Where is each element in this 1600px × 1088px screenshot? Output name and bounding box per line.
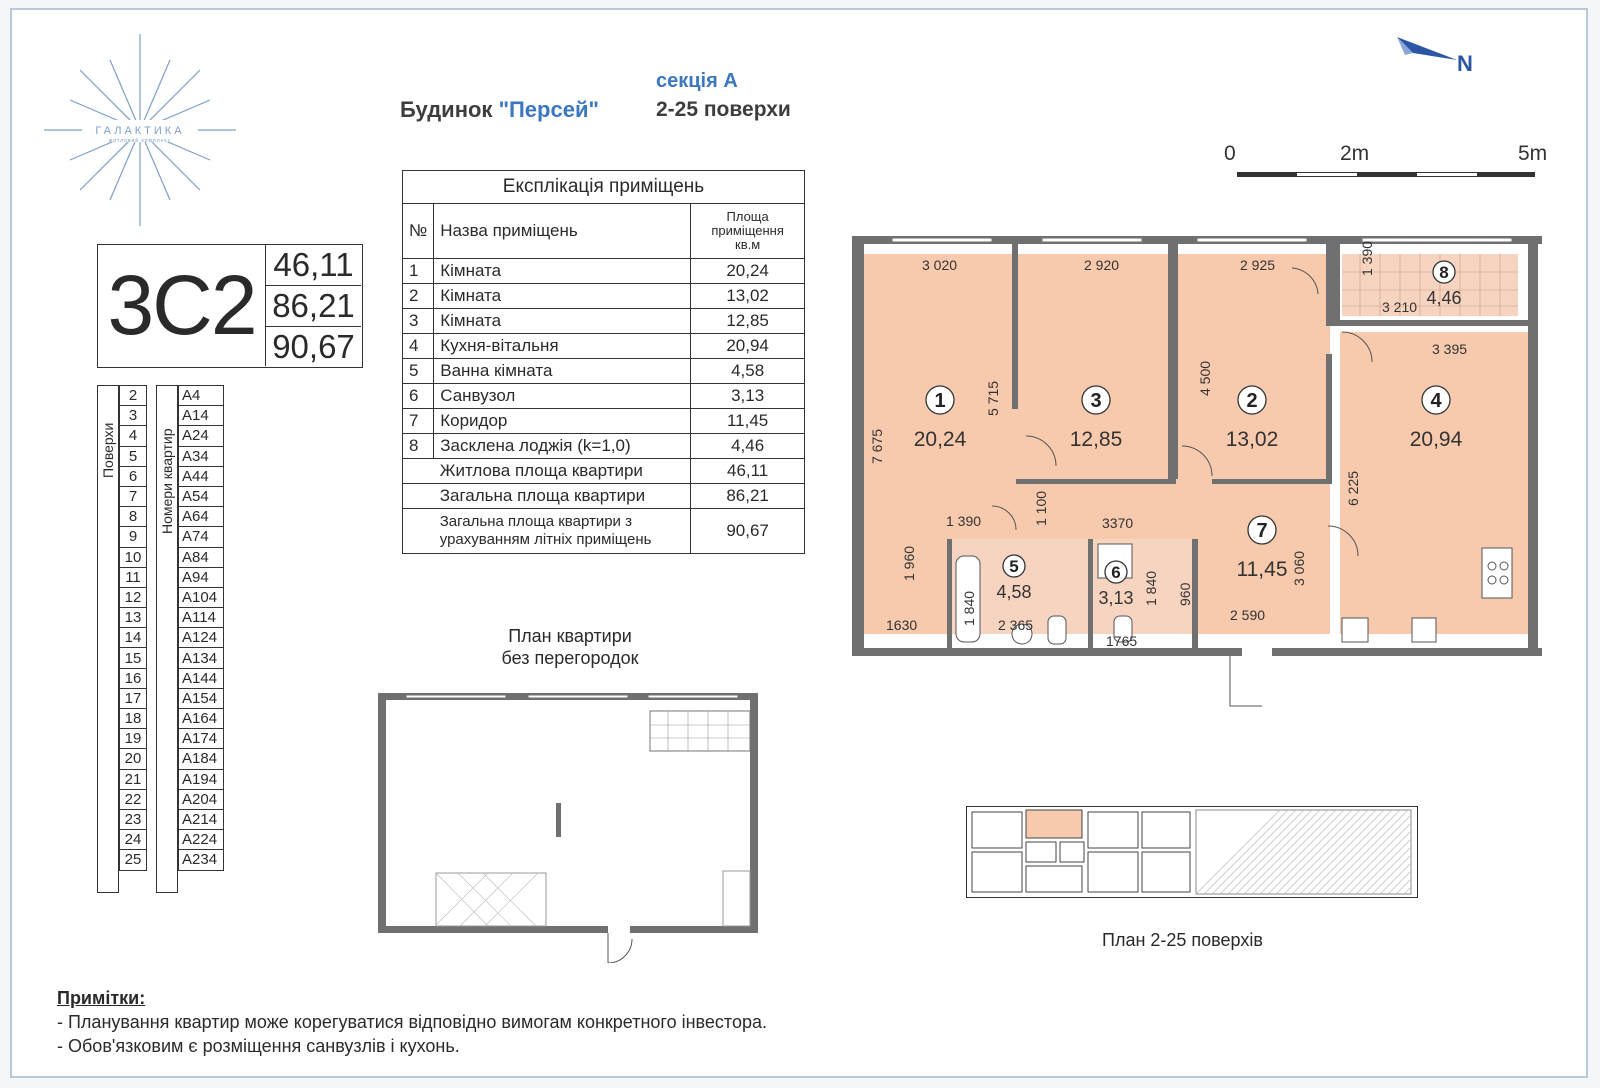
dimension-label: 1 390 [1359, 240, 1375, 276]
floor-number: 15 [120, 648, 147, 668]
logo-name: ГАЛАКТИКА [95, 125, 185, 137]
apartment-number: A154 [179, 688, 224, 708]
house-label: Будинок [400, 97, 493, 122]
floor-number: 11 [120, 567, 147, 587]
apartment-number: A14 [179, 406, 224, 426]
windows [892, 238, 1512, 242]
living-area-label: Житлова площа квартири [434, 459, 691, 484]
room-3-area: 12,85 [1069, 428, 1123, 451]
room-name: Кімната [434, 309, 691, 334]
floor-number: 10 [120, 547, 147, 567]
compass-north-icon [1395, 25, 1475, 85]
bath-area-fill [952, 539, 1198, 634]
summary-spacer [403, 459, 434, 484]
room-4-area: 20,94 [1409, 428, 1463, 451]
dimension-label: 1 100 [1033, 490, 1049, 526]
floor-number: 24 [120, 830, 147, 850]
explication-row [403, 434, 805, 459]
living-area-value: 46,11 [691, 459, 805, 484]
floors-label: 2-25 поверхи [656, 98, 791, 121]
typical-floor-plan-caption: План 2-25 поверхів [1102, 930, 1263, 950]
apartment-number: A24 [179, 426, 224, 446]
section-label: секція А [656, 70, 738, 92]
apartment-floor-plan [852, 236, 1542, 722]
scale-tick-5m: 5m [1518, 142, 1548, 165]
summer-area-label: Загальна площа квартири з урахуванням літніх приміщень [434, 509, 691, 554]
floor-number: 2 [120, 386, 147, 406]
room-name: Кімната [434, 259, 691, 284]
dimension-label: 960 [1177, 582, 1193, 606]
note-2: - Обов'язковим є розміщення санвузлів і кухонь. [57, 1036, 460, 1056]
dimension-label: 1 840 [1143, 570, 1159, 606]
dimension-label: 7 675 [869, 428, 885, 464]
north-label: N [1457, 51, 1473, 76]
floor-number: 6 [120, 466, 147, 486]
total-area-value: 86,21 [266, 286, 361, 327]
numbers-label-text: Номери квартир [159, 428, 175, 534]
floor-number: 16 [120, 668, 147, 688]
scale-bar [1222, 140, 1552, 190]
room-5-number: 5 [1009, 557, 1019, 576]
room-6-number: 6 [1111, 563, 1121, 582]
room-1-number: 1 [934, 390, 946, 412]
room-2-number: 2 [1246, 390, 1258, 412]
summary-spacer [403, 484, 434, 509]
dimension-label: 2 590 [1230, 607, 1266, 623]
dimension-label: 3370 [1102, 515, 1134, 531]
floors-label-text: Поверхи [100, 422, 116, 478]
room-number: 6 [403, 384, 434, 409]
dimension-label: 1 840 [961, 590, 977, 626]
room-8-area: 4,46 [1426, 288, 1462, 308]
apartment-number: A44 [179, 466, 224, 486]
room-area: 20,94 [691, 334, 805, 359]
floors-column-label [97, 385, 119, 893]
logo-subtitle: житловий комплекс [108, 138, 172, 144]
star-burst-icon [40, 30, 240, 230]
dimension-label: 2 925 [1240, 257, 1276, 273]
explication-row [403, 309, 805, 334]
room-area: 12,85 [691, 309, 805, 334]
room-name: Санвузол [434, 384, 691, 409]
dimension-label: 2 365 [998, 617, 1034, 633]
dimension-label: 3 020 [922, 257, 958, 273]
apartment-number: A164 [179, 709, 224, 729]
dimension-label: 5 715 [985, 380, 1001, 416]
summer-area-value: 90,67 [272, 328, 355, 365]
floor-number: 25 [120, 850, 147, 870]
explication-row [403, 384, 805, 409]
room-area: 4,58 [691, 359, 805, 384]
apartment-number: A104 [179, 587, 224, 607]
typical-floor-plan-drawing [966, 806, 1418, 898]
room-3-number: 3 [1090, 390, 1102, 412]
living-area-value: 46,11 [266, 245, 361, 286]
apartment-number: A114 [179, 608, 224, 628]
col-no-header: № [403, 204, 434, 259]
room-area: 20,24 [691, 259, 805, 284]
floor-number: 9 [120, 527, 147, 547]
explication-row [403, 284, 805, 309]
open-plan-caption [470, 625, 670, 669]
apartments-table [178, 385, 224, 871]
room-number: 7 [403, 409, 434, 434]
notes [57, 986, 767, 1058]
explication-table-box [402, 170, 805, 554]
floor-number: 5 [120, 446, 147, 466]
floors-table [119, 385, 147, 871]
room-number: 3 [403, 309, 434, 334]
scale-tick-2m: 2m [1340, 142, 1370, 165]
room-area: 11,45 [691, 409, 805, 434]
summary-spacer [403, 509, 434, 554]
room-number: 1 [403, 259, 434, 284]
apartment-number: A194 [179, 769, 224, 789]
apartment-code: 3C2 [98, 245, 266, 366]
notes-title: Примітки: [57, 988, 146, 1008]
col-area-header: Площа приміщення кв.м [691, 204, 805, 259]
floor-number: 8 [120, 507, 147, 527]
explication-row [403, 409, 805, 434]
open-plan-caption-line2: без перегородок [501, 648, 639, 668]
room-area: 13,02 [691, 284, 805, 309]
floor-number: 22 [120, 789, 147, 809]
total-area-label: Загальна площа квартири [434, 484, 691, 509]
apartment-number: A184 [179, 749, 224, 769]
floor-number: 18 [120, 709, 147, 729]
apartment-number: A234 [179, 850, 224, 870]
room-area: 3,13 [691, 384, 805, 409]
room-name: Кухня-вітальня [434, 334, 691, 359]
apartment-number: A64 [179, 507, 224, 527]
house-title [400, 97, 599, 123]
dimension-label: 4 500 [1197, 360, 1213, 396]
room-1-area: 20,24 [913, 428, 967, 451]
dimension-label: 6 225 [1345, 470, 1361, 506]
floor-number: 23 [120, 809, 147, 829]
open-plan-drawing [378, 693, 758, 963]
floor-number: 13 [120, 608, 147, 628]
scale-tick-0: 0 [1224, 142, 1236, 165]
floor-number: 12 [120, 587, 147, 607]
room-2-area: 13,02 [1225, 428, 1279, 451]
room-number: 4 [403, 334, 434, 359]
room-7-fill-top [1016, 484, 1330, 539]
apartment-number: A94 [179, 567, 224, 587]
apartment-number: A4 [179, 386, 224, 406]
dimension-label: 2 920 [1084, 257, 1120, 273]
explication-row [403, 259, 805, 284]
room-4-number: 4 [1430, 390, 1442, 412]
room-7-number: 7 [1256, 520, 1268, 542]
note-1: - Планування квартир може корегуватися відповідно вимогам конкретного інвестора. [57, 1012, 767, 1032]
apartment-number: A174 [179, 729, 224, 749]
room-name: Засклена лоджія (k=1,0) [434, 434, 691, 459]
apartment-number: A124 [179, 628, 224, 648]
apartment-number: A204 [179, 789, 224, 809]
apartment-numbers-column-label [156, 385, 178, 893]
room-7-area: 11,45 [1236, 558, 1288, 581]
room-8-number: 8 [1439, 263, 1449, 282]
dimension-label: 1 390 [946, 513, 982, 529]
open-plan-caption-line1: План квартири [508, 626, 632, 646]
room-name: Кімната [434, 284, 691, 309]
dimension-label: 1630 [886, 617, 918, 633]
apartment-number: A134 [179, 648, 224, 668]
floor-number: 19 [120, 729, 147, 749]
room-name: Ванна кімната [434, 359, 691, 384]
apartment-number: A224 [179, 830, 224, 850]
dimension-label: 1 960 [901, 545, 917, 581]
dimension-label: 3 060 [1291, 550, 1307, 586]
apartment-number: A54 [179, 486, 224, 506]
apartment-number: A214 [179, 809, 224, 829]
floor-number: 7 [120, 486, 147, 506]
explication-table [402, 170, 805, 554]
dimension-label: 1765 [1106, 633, 1138, 649]
floor-number: 4 [120, 426, 147, 446]
apartment-number: A84 [179, 547, 224, 567]
floor-number: 14 [120, 628, 147, 648]
house-name: "Персей" [498, 97, 599, 122]
apartment-code-box [97, 244, 363, 368]
apartment-number: A74 [179, 527, 224, 547]
floor-number: 20 [120, 749, 147, 769]
explication-title: Експлікація приміщень [403, 171, 805, 204]
room-5-area: 4,58 [996, 582, 1032, 602]
explication-row [403, 359, 805, 384]
room-number: 5 [403, 359, 434, 384]
total-area-value: 86,21 [691, 484, 805, 509]
floor-number: 17 [120, 688, 147, 708]
col-name-header: Назва приміщень [434, 204, 691, 259]
room-6-area: 3,13 [1098, 588, 1134, 608]
floor-number: 21 [120, 769, 147, 789]
room-area: 4,46 [691, 434, 805, 459]
room-number: 2 [403, 284, 434, 309]
apartment-number: A144 [179, 668, 224, 688]
apartment-number: A34 [179, 446, 224, 466]
dimension-label: 3 395 [1432, 341, 1468, 357]
floor-number: 3 [120, 406, 147, 426]
summer-area-value: 90,67 [691, 509, 805, 554]
room-name: Коридор [434, 409, 691, 434]
explication-row [403, 334, 805, 359]
dimension-label: 3 210 [1382, 299, 1418, 315]
room-number: 8 [403, 434, 434, 459]
